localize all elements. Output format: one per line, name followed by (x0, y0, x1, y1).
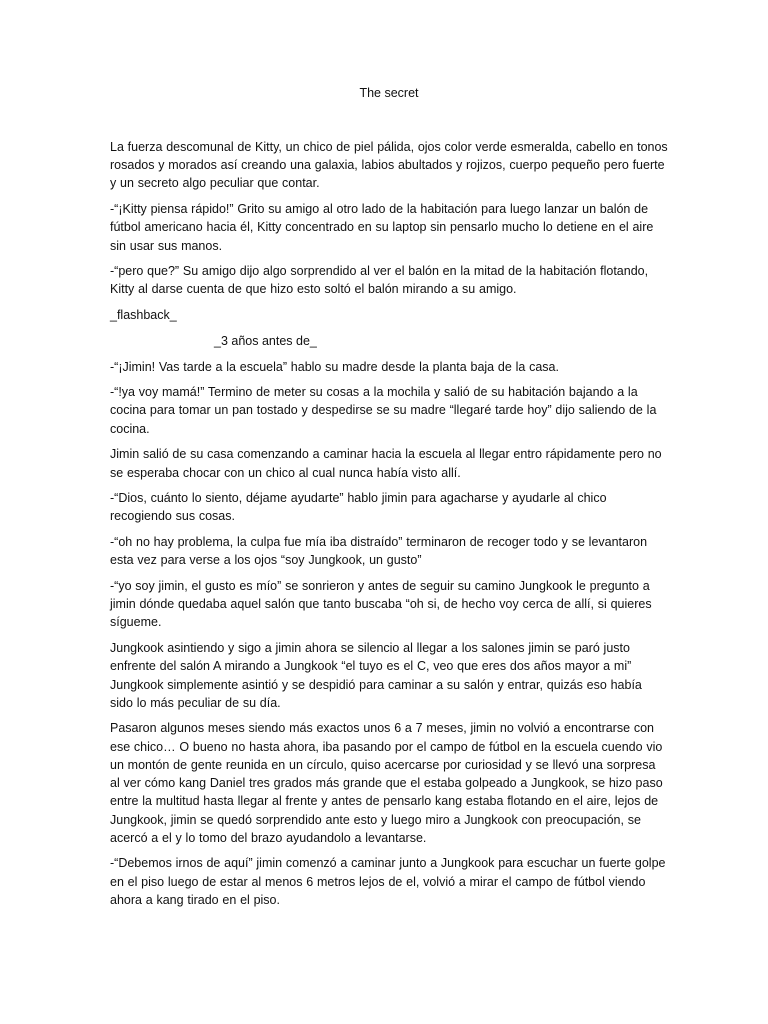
section-marker-time: _3 años antes de_ (214, 333, 317, 348)
paragraph: -“Debemos irnos de aquí” jimin comenzó a caminar junto a Jungkook para escuchar un fuerte golpe en el piso luego de estar al menos 6 metros lejos de el, volvió a mirar el campo de fútbol viendo ahora a kang tirado en el piso. (110, 856, 666, 907)
paragraph: -“¡Jimin! Vas tarde a la escuela” hablo su madre desde la planta baja de la casa. (110, 359, 559, 374)
paragraph: -“yo soy jimin, el gusto es mío” se sonrieron y antes de seguir su camino Jungkook le pregunto a jimin dónde quedaba aquel salón que tanto buscaba “oh si, de hecho voy cerca de allí, si quieres sígueme. (110, 579, 652, 630)
paragraph: Jimin salió de su casa comenzando a caminar hacia la escuela al llegar entro rápidamente pero no se esperaba chocar con un chico al cual nunca había visto allí. (110, 447, 662, 480)
section-marker-flashback: _flashback_ (110, 308, 177, 323)
paragraph: -“Dios, cuánto lo siento, déjame ayudarte” hablo jimin para agacharse y ayudarle al chico recogiendo sus cosas. (110, 491, 607, 524)
paragraph: -“!ya voy mamá!” Termino de meter su cosas a la mochila y salió de su habitación bajando a la cocina para tomar un pan tostado y despedirse se su madre “llegaré tarde hoy” dijo saliendo de la cocina. (110, 385, 657, 436)
paragraph: -“oh no hay problema, la culpa fue mía iba distraído” terminaron de recoger todo y se levantaron esta vez para verse a los ojos “soy Jungkook, un gusto” (110, 535, 648, 568)
paragraph: -“¡Kitty piensa rápido!” Grito su amigo al otro lado de la habitación para luego lanzar un balón de fútbol americano hacia él, Kitty concentrado en su laptop sin pensarlo mucho lo detiene en el aire sin usar sus manos. (110, 202, 654, 253)
document-title: The secret (359, 86, 419, 100)
paragraph: Pasaron algunos meses siendo más exactos unos 6 a 7 meses, jimin no volvió a encontrarse con ese chico… O bueno no hasta ahora, iba pasando por el campo de fútbol en la escuela cuendo vio un montón de gente reunida en un círculo, quiso acercarse por curiosidad y se llevó una sorpresa al ver cómo kang Daniel tres grados más grande que el estaba golpeado a Jungkook, se hizo paso entre la multitud hasta llegar al frente y antes de pensarlo kang estaba flotando en el aire, lejos de Jungkook, jimin se quedó sorprendido ante esto y luego miro a Jungkook con preocupación, se acercó a el y lo tomo del brazo ayudandolo a levantarse. (110, 721, 663, 845)
paragraph: -“pero que?” Su amigo dijo algo sorprendido al ver el balón en la mitad de la habitación flotando, Kitty al darse cuenta de que hizo esto soltó el balón mirando a su amigo. (110, 264, 649, 297)
paragraph: Jungkook asintiendo y sigo a jimin ahora se silencio al llegar a los salones jimin se paró justo enfrente del salón A mirando a Jungkook “el tuyo es el C, veo que eres dos años mayor a mi” Jungkook simplemente asintió y se despidió para caminar a su salón y entrar, quizás eso había sido lo más peculiar de su día. (110, 641, 642, 710)
paragraph: La fuerza descomunal de Kitty, un chico de piel pálida, ojos color verde esmeralda, cabello en tonos rosados y morados así creando una galaxia, labios abultados y rojizos, cuerpo pequeño pero fuerte y un secreto algo peculiar que contar. (110, 140, 668, 191)
